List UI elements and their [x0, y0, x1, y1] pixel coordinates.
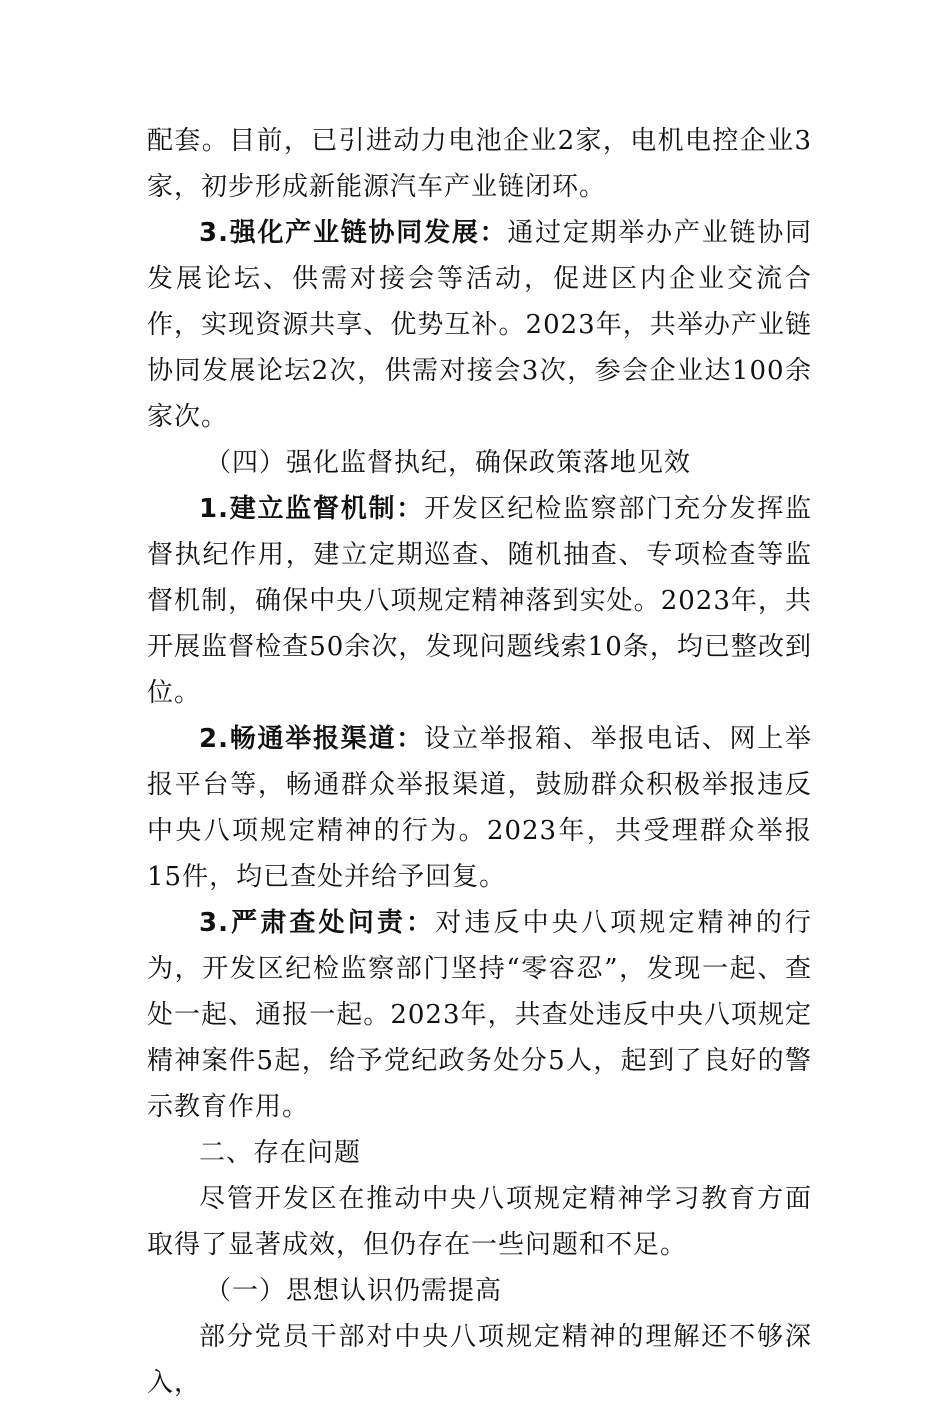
- subheading-awareness: [147, 1268, 812, 1314]
- paragraph-text: 尽管开发区在推动中央八项规定精神学习教育方面取得了显著成效，但仍存在一些问题和不足。: [147, 1184, 812, 1260]
- section-heading-problems: [147, 1130, 812, 1176]
- paragraph-problems-intro: [147, 1176, 812, 1268]
- list-item-text: 对违反中央八项规定精神的行为，开发区纪检监察部门坚持“零容忍”，发现一起、查处一起、通报一起。2023年，共查处违反中央八项规定精神案件5起，给予党纪政务处分5人，起到了良好的警示教育作用。: [147, 908, 812, 1122]
- paragraph-text: 配套。目前，已引进动力电池企业2家，电机电控企业3家，初步形成新能源汽车产业链闭环。: [147, 126, 812, 202]
- list-item-industry-chain-synergy: [147, 210, 812, 440]
- paragraph-continuation: [147, 118, 812, 210]
- list-item-accountability: [147, 900, 812, 1130]
- list-item-text: 开发区纪检监察部门充分发挥监督执纪作用，建立定期巡查、随机抽查、专项检查等监督机制，确保中央八项规定精神落到实处。2023年，共开展监督检查50余次，发现问题线索10条，均已整改到位。: [147, 494, 812, 708]
- list-item-text: 通过定期举办产业链协同发展论坛、供需对接会等活动，促进区内企业交流合作，实现资源共享、优势互补。2023年，共举办产业链协同发展论坛2次，供需对接会3次，参会企业达100余家次。: [147, 218, 812, 432]
- list-item-label: 1.建立监督机制：: [199, 494, 425, 524]
- subheading-text: （一）思想认识仍需提高: [205, 1276, 503, 1306]
- list-item-reporting-channels: [147, 716, 812, 900]
- list-item-label: 3.强化产业链协同发展：: [199, 218, 508, 248]
- section-heading-text: 二、存在问题: [199, 1138, 362, 1168]
- list-item-text: 设立举报箱、举报电话、网上举报平台等，畅通群众举报渠道，鼓励群众积极举报违反中央八项规定精神的行为。2023年，共受理群众举报15件，均已查处并给予回复。: [147, 724, 812, 892]
- paragraph-awareness: [147, 1314, 812, 1406]
- paragraph-text: 部分党员干部对中央八项规定精神的理解还不够深入，: [147, 1322, 812, 1398]
- subheading-supervision: [147, 440, 812, 486]
- document-body: [147, 118, 812, 1406]
- list-item-supervision-mechanism: [147, 486, 812, 716]
- list-item-label: 2.畅通举报渠道：: [199, 724, 425, 754]
- list-item-label: 3.严肃查处问责：: [199, 908, 436, 938]
- subheading-text: （四）强化监督执纪，确保政策落地见效: [205, 448, 692, 478]
